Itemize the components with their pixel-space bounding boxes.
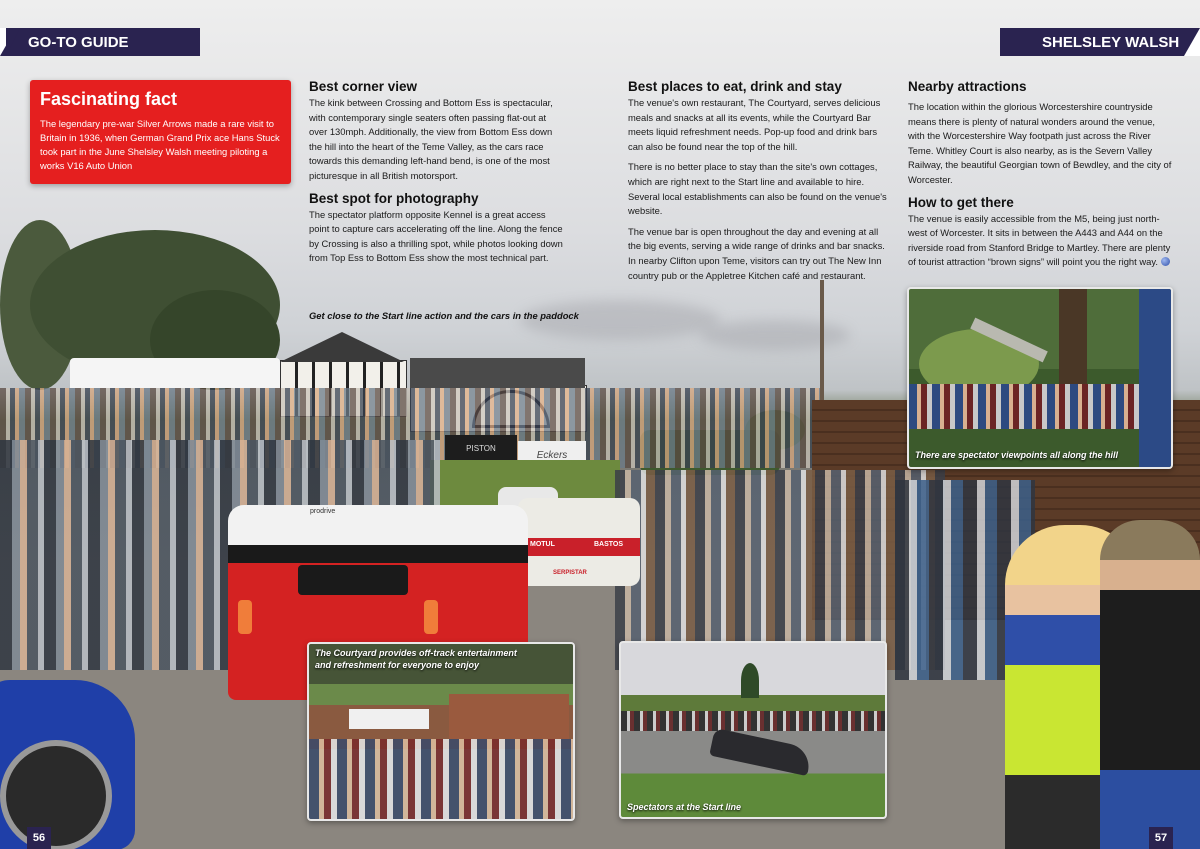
- car-tail-light: [424, 600, 438, 634]
- car-sponsor-motul: MOTUL: [530, 541, 555, 548]
- paragraph-nearby-attractions: The location within the glorious Worcestershire countryside means there is plenty of natural wonders around the venue, with the Worcestershire Way footpath just across the River Teme. Whitley Court is also nearby, as is the Severn Valley Railway, the beautiful Georgian town of Bewdley, and the city of Worcester.: [908, 101, 1172, 185]
- heading-best-corner-view: Best corner view: [309, 79, 418, 94]
- cloud: [700, 320, 850, 350]
- photo-courtyard: [307, 642, 575, 821]
- heading-eat-drink-stay: Best places to eat, drink and stay: [628, 79, 842, 94]
- spectator-crowd: [909, 384, 1171, 429]
- caption-start-line-photo: Spectators at the Start line: [627, 802, 742, 812]
- column-eat-drink-stay: [628, 78, 893, 289]
- timber-house-roof: [280, 332, 404, 362]
- paragraph-directions-wrap: [908, 212, 1174, 270]
- paragraph-venue-bar: The venue bar is open throughout the day and evening at all the big events, serving a wide range of drinks and bar snacks. In nearby Clifton upon Teme, visitors can try out The New Inn country pub or the Appletree Kitchen café and restaurant.: [628, 225, 885, 281]
- heading-how-to-get-there: How to get there: [908, 194, 1014, 210]
- heading-best-spot-photography: Best spot for photography: [309, 190, 479, 206]
- heading-nearby-attractions: Nearby attractions: [908, 79, 1027, 94]
- section-banner-left: [0, 28, 200, 56]
- car-wheel: [0, 740, 112, 849]
- globe-icon: [1161, 257, 1170, 266]
- banner-corner: [1184, 28, 1200, 56]
- paragraph-best-spot-photography: The spectator platform opposite Kennel is a great access point to capture cars accelerating off the line. Along the fence by Crossing is also a thrilling spot, while photos looking down from Top Ess to Bottom Ess show the most technical part.: [309, 208, 563, 264]
- cottage-roof: [410, 358, 585, 388]
- fact-body: The legendary pre-war Silver Arrows made a rare visit to Britain in 1936, when German Grand Prix ace Hans Stuck took part in the June Shelsley Walsh meeting piloting a works V16 Auto Union: [40, 118, 280, 171]
- car-brand: prodrive: [310, 508, 336, 515]
- column-attractions-directions: [908, 78, 1174, 276]
- caption-main-photo: Get close to the Start line action and the cars in the paddock: [309, 310, 579, 321]
- brick-building: [449, 694, 569, 739]
- paragraph-restaurant: The venue's own restaurant, The Courtyard, serves delicious meals and snacks at all its events, while the Courtyard Bar meets liquid refreshment needs. Pop-up food and drink bars can also be found near the top of the hill.: [628, 97, 881, 152]
- fact-title: Fascinating fact: [40, 89, 178, 109]
- paragraph-cottages: There is no better place to stay than the site's own cottages, which are right next to the Start line and available to hire. Several local establishments can also be found on the venue's website.: [628, 161, 887, 217]
- car-sponsor-bastos: BASTOS: [594, 541, 624, 548]
- photo-start-line: [619, 641, 887, 819]
- courtyard-crowd: [309, 739, 573, 819]
- start-line-crowd: [621, 711, 885, 731]
- marquee: [70, 358, 280, 388]
- caption-courtyard-photo: The Courtyard provides off-track entertainment and refreshment for everyone to enjoy: [315, 648, 517, 670]
- photo-hill-viewpoints: [907, 287, 1173, 469]
- banner-corner: [6, 28, 20, 56]
- caption-hill-photo: There are spectator viewpoints all along the hill: [915, 450, 1119, 460]
- car-plate-text: SERPISTAR: [553, 570, 587, 576]
- piston-sign: PISTON: [445, 435, 517, 461]
- marquee: [349, 709, 429, 729]
- rally-car-bmw: [518, 498, 640, 586]
- page-number-left: 56: [27, 827, 51, 849]
- car-rear-window: [298, 565, 408, 595]
- tree: [741, 663, 759, 698]
- page-number-right: 57: [1149, 827, 1173, 849]
- spectator-backpack: [1100, 520, 1200, 849]
- fascinating-fact-box: [30, 80, 291, 184]
- paragraph-directions: The venue is easily accessible from the M5, being just north-west of Worcester. It sits in between the A443 and A44 on the riverside road from Stanford Bridge to Martley. There are plenty of tourist attraction “brown signs” will point you the right way.: [908, 212, 1171, 268]
- sponsor-banner: Eckers: [518, 441, 586, 469]
- car-tail-light: [238, 600, 252, 634]
- paragraph-best-corner-view: The kink between Crossing and Bottom Ess is spectacular, with contemporary single seaters often passing flat-out at over 130mph. Additionally, the view from Bottom Ess down the hill into the heart of the Teme Valley, as the cars race towards this demanding left-hand bend, is one of the most picturesque in all British motorsport.: [309, 97, 553, 181]
- spectator-figure: [1139, 289, 1171, 467]
- section-banner-right: [1000, 28, 1200, 56]
- single-seater-car: [709, 728, 813, 776]
- banner-left-label: GO-TO GUIDE: [28, 33, 129, 51]
- column-corner-photography: [309, 78, 564, 272]
- banner-right-label: SHELSLEY WALSH: [1042, 33, 1180, 51]
